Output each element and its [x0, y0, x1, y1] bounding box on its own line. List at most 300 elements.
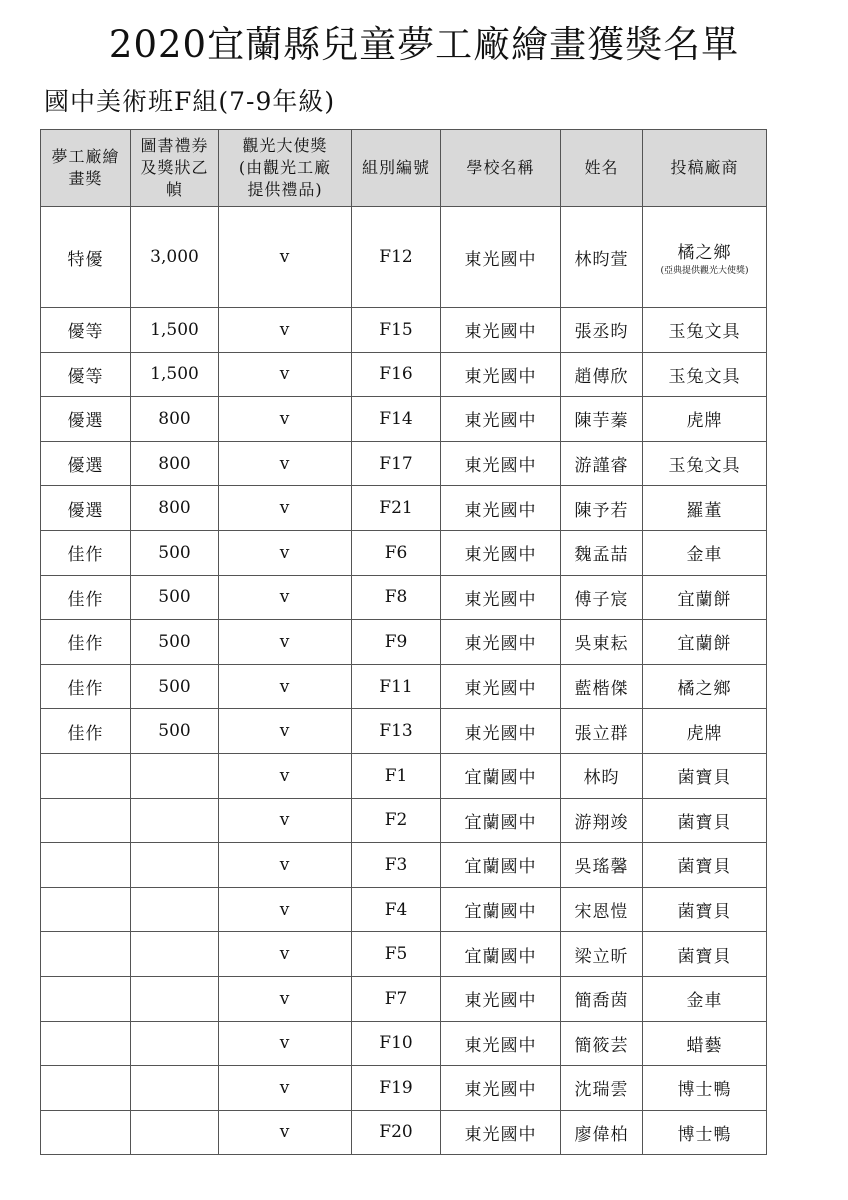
ambassador-mark-cell-text: v	[279, 364, 291, 385]
award-cell	[41, 932, 131, 977]
ambassador-mark-cell	[219, 352, 352, 397]
student-name-cell	[561, 709, 643, 754]
group-id-cell-text: F2	[384, 810, 408, 831]
header-vendor	[643, 130, 767, 207]
vendor-cell	[643, 575, 767, 620]
voucher-cell	[131, 709, 219, 754]
award-cell	[41, 709, 131, 754]
group-id-cell	[352, 575, 441, 620]
school-cell	[441, 308, 561, 353]
ambassador-mark-cell-text: v	[279, 676, 291, 697]
table-row	[41, 207, 767, 308]
school-cell	[441, 441, 561, 486]
group-id-cell-text: F14	[379, 408, 413, 429]
vendor-cell	[643, 932, 767, 977]
award-cell	[41, 352, 131, 397]
vendor-cell-text: 橘之鄉	[677, 679, 732, 700]
table-row	[41, 932, 767, 977]
student-name-cell-text: 沈瑞雲	[574, 1080, 629, 1101]
vendor-cell-text: 虎牌	[686, 411, 723, 432]
ambassador-mark-cell	[219, 1110, 352, 1155]
group-id-cell	[352, 798, 441, 843]
header-school	[441, 130, 561, 207]
vendor-cell-text: 羅董	[686, 500, 723, 521]
voucher-cell	[131, 308, 219, 353]
vendor-cell	[643, 308, 767, 353]
student-name-cell-text: 趙傳欣	[574, 366, 629, 387]
vendor-cell	[643, 887, 767, 932]
voucher-cell	[131, 932, 219, 977]
student-name-cell	[561, 352, 643, 397]
group-id-cell-text: F3	[384, 854, 408, 875]
ambassador-mark-cell-text: v	[279, 899, 291, 920]
student-name-cell-text: 張立群	[574, 723, 629, 744]
school-cell	[441, 1110, 561, 1155]
group-id-cell	[352, 352, 441, 397]
school-cell-text: 東光國中	[464, 589, 537, 610]
school-cell-text: 東光國中	[464, 1124, 537, 1145]
ambassador-mark-cell-text: v	[279, 631, 291, 652]
group-id-cell-text: F5	[384, 944, 408, 965]
ambassador-mark-cell	[219, 1066, 352, 1111]
vendor-cell	[643, 486, 767, 531]
vendor-cell	[643, 352, 767, 397]
ambassador-mark-cell	[219, 486, 352, 531]
school-cell	[441, 1066, 561, 1111]
group-id-cell-text: F17	[379, 453, 413, 474]
school-cell-text: 東光國中	[464, 322, 537, 343]
voucher-cell-text: 800	[158, 408, 191, 429]
school-cell-text: 東光國中	[464, 1080, 537, 1101]
award-cell-text: 佳作	[67, 723, 104, 744]
section-subtitle: 國中美術班F組(7-9年級)	[44, 87, 336, 116]
voucher-cell	[131, 620, 219, 665]
student-name-cell	[561, 441, 643, 486]
student-name-cell	[561, 308, 643, 353]
group-id-cell	[352, 709, 441, 754]
ambassador-mark-cell	[219, 575, 352, 620]
ambassador-mark-cell	[219, 976, 352, 1021]
award-cell	[41, 798, 131, 843]
school-cell	[441, 207, 561, 308]
school-cell-text: 宜蘭國中	[464, 768, 537, 789]
ambassador-mark-cell	[219, 397, 352, 442]
header-voucher-line: 幀	[165, 180, 183, 199]
vendor-cell	[643, 1021, 767, 1066]
ambassador-mark-cell-text: v	[279, 498, 291, 519]
voucher-cell	[131, 798, 219, 843]
award-cell-text: 特優	[67, 249, 104, 270]
vendor-cell-text: 宜蘭餅	[677, 634, 732, 655]
student-name-cell-text: 陳予若	[574, 500, 629, 521]
group-id-cell-text: F21	[379, 498, 413, 519]
school-cell	[441, 798, 561, 843]
voucher-cell-text: 1,500	[150, 364, 199, 385]
group-id-cell-text: F13	[379, 721, 413, 742]
table-row	[41, 575, 767, 620]
voucher-cell	[131, 486, 219, 531]
vendor-cell-text: 博士鴨	[677, 1080, 732, 1101]
award-cell	[41, 620, 131, 665]
voucher-cell	[131, 887, 219, 932]
vendor-cell	[643, 1110, 767, 1155]
award-cell-text: 優選	[67, 456, 104, 477]
school-cell	[441, 486, 561, 531]
group-id-cell	[352, 753, 441, 798]
school-cell	[441, 530, 561, 575]
award-cell	[41, 1066, 131, 1111]
student-name-cell-text: 廖偉柏	[574, 1124, 629, 1145]
ambassador-mark-cell	[219, 620, 352, 665]
vendor-cell-text: 橘之鄉	[677, 242, 732, 263]
ambassador-mark-cell-text: v	[279, 721, 291, 742]
award-cell	[41, 843, 131, 888]
voucher-cell-text: 800	[158, 498, 191, 519]
table-row	[41, 441, 767, 486]
voucher-cell	[131, 397, 219, 442]
vendor-cell	[643, 753, 767, 798]
table-header	[41, 130, 767, 207]
vendor-cell-text: 玉兔文具	[668, 366, 741, 387]
voucher-cell-text: 1,500	[150, 319, 199, 340]
header-ambassador-line: 提供禮品)	[247, 180, 323, 199]
voucher-cell-text: 500	[158, 542, 191, 563]
award-cell	[41, 753, 131, 798]
table-row	[41, 1066, 767, 1111]
award-cell-text: 佳作	[67, 589, 104, 610]
award-cell	[41, 575, 131, 620]
voucher-cell	[131, 441, 219, 486]
student-name-cell	[561, 1066, 643, 1111]
table-row	[41, 308, 767, 353]
table-row	[41, 709, 767, 754]
award-cell-text: 優選	[67, 500, 104, 521]
school-cell-text: 東光國中	[464, 411, 537, 432]
ambassador-mark-cell-text: v	[279, 453, 291, 474]
group-id-cell	[352, 1021, 441, 1066]
voucher-cell	[131, 1066, 219, 1111]
award-cell	[41, 441, 131, 486]
student-name-cell	[561, 887, 643, 932]
school-cell-text: 宜蘭國中	[464, 946, 537, 967]
student-name-cell-text: 梁立昕	[574, 946, 629, 967]
group-id-cell	[352, 1110, 441, 1155]
ambassador-mark-cell-text: v	[279, 810, 291, 831]
school-cell	[441, 976, 561, 1021]
group-id-cell	[352, 620, 441, 665]
vendor-cell-text: 菌寶貝	[677, 902, 732, 923]
voucher-cell-text: 500	[158, 631, 191, 652]
ambassador-mark-cell	[219, 932, 352, 977]
award-cell	[41, 1021, 131, 1066]
student-name-cell-text: 林昀萱	[574, 249, 629, 270]
ambassador-mark-cell-text: v	[279, 319, 291, 340]
student-name-cell-text: 吳東耘	[574, 634, 629, 655]
vendor-cell-text: 蜡藝	[686, 1035, 723, 1056]
school-cell-text: 東光國中	[464, 634, 537, 655]
ambassador-mark-cell-text: v	[279, 1077, 291, 1098]
vendor-cell	[643, 709, 767, 754]
vendor-cell	[643, 207, 767, 308]
vendor-note: (亞典提供觀光大使獎)	[660, 265, 749, 276]
award-cell-text: 優等	[67, 366, 104, 387]
group-id-cell	[352, 843, 441, 888]
award-cell	[41, 976, 131, 1021]
award-cell	[41, 887, 131, 932]
award-cell	[41, 308, 131, 353]
voucher-cell-text: 500	[158, 587, 191, 608]
school-cell-text: 東光國中	[464, 366, 537, 387]
voucher-cell	[131, 1021, 219, 1066]
ambassador-mark-cell-text: v	[279, 765, 291, 786]
group-id-cell-text: F4	[384, 899, 408, 920]
ambassador-mark-cell-text: v	[279, 944, 291, 965]
student-name-cell-text: 傅子宸	[574, 589, 629, 610]
group-id-cell	[352, 530, 441, 575]
student-name-cell	[561, 976, 643, 1021]
group-id-cell	[352, 486, 441, 531]
award-cell-text: 優選	[67, 411, 104, 432]
ambassador-mark-cell-text: v	[279, 1122, 291, 1143]
school-cell-text: 東光國中	[464, 1035, 537, 1056]
group-id-cell-text: F16	[379, 364, 413, 385]
student-name-cell-text: 簡喬茵	[574, 991, 629, 1012]
student-name-cell-text: 簡筱芸	[574, 1035, 629, 1056]
student-name-cell	[561, 1021, 643, 1066]
group-id-cell-text: F12	[379, 247, 413, 267]
group-id-cell	[352, 308, 441, 353]
school-cell	[441, 352, 561, 397]
voucher-cell	[131, 207, 219, 308]
student-name-cell-text: 張丞昀	[574, 322, 629, 343]
student-name-cell	[561, 530, 643, 575]
table-body	[41, 207, 767, 1155]
header-group-id	[352, 130, 441, 207]
school-cell-text: 東光國中	[464, 723, 537, 744]
award-table	[40, 129, 767, 1155]
school-cell-text: 東光國中	[464, 249, 537, 270]
voucher-cell	[131, 976, 219, 1021]
header-ambassador	[219, 130, 352, 207]
group-id-cell-text: F11	[379, 676, 413, 697]
vendor-cell	[643, 976, 767, 1021]
vendor-cell-text: 博士鴨	[677, 1124, 732, 1145]
ambassador-mark-cell	[219, 753, 352, 798]
header-voucher-line: 圖書禮券	[140, 136, 209, 155]
student-name-cell	[561, 486, 643, 531]
page-title: 2020宜蘭縣兒童夢工廠繪畫獲獎名單	[108, 23, 740, 66]
group-id-cell	[352, 932, 441, 977]
vendor-cell	[643, 441, 767, 486]
table-row	[41, 798, 767, 843]
table-row	[41, 1110, 767, 1155]
group-id-cell-text: F7	[384, 988, 408, 1009]
student-name-cell	[561, 1110, 643, 1155]
school-cell-text: 東光國中	[464, 500, 537, 521]
school-cell	[441, 664, 561, 709]
header-award-line: 夢工廠繪	[51, 147, 120, 166]
school-cell	[441, 709, 561, 754]
ambassador-mark-cell	[219, 887, 352, 932]
group-id-cell	[352, 976, 441, 1021]
group-id-cell	[352, 1066, 441, 1111]
table-row	[41, 976, 767, 1021]
student-name-cell	[561, 664, 643, 709]
vendor-cell-text: 金車	[686, 545, 723, 566]
group-id-cell-text: F10	[379, 1033, 413, 1054]
school-cell-text: 宜蘭國中	[464, 902, 537, 923]
award-cell	[41, 1110, 131, 1155]
table-row	[41, 887, 767, 932]
ambassador-mark-cell	[219, 843, 352, 888]
vendor-cell	[643, 664, 767, 709]
student-name-cell-text: 藍楷傑	[574, 679, 629, 700]
student-name-cell	[561, 753, 643, 798]
ambassador-mark-cell-text: v	[279, 587, 291, 608]
table-row	[41, 352, 767, 397]
voucher-cell	[131, 575, 219, 620]
school-cell-text: 東光國中	[464, 545, 537, 566]
ambassador-mark-cell-text: v	[279, 247, 291, 267]
vendor-cell-text: 菌寶貝	[677, 857, 732, 878]
voucher-cell-text: 500	[158, 676, 191, 697]
vendor-cell-text: 菌寶貝	[677, 946, 732, 967]
header-award-line: 畫獎	[68, 169, 103, 188]
school-cell	[441, 843, 561, 888]
school-cell	[441, 753, 561, 798]
ambassador-mark-cell	[219, 308, 352, 353]
header-ambassador-line: 觀光大使獎	[242, 136, 328, 155]
school-cell	[441, 575, 561, 620]
group-id-cell-text: F1	[384, 765, 408, 786]
student-name-cell	[561, 798, 643, 843]
header-voucher	[131, 130, 219, 207]
vendor-cell-text: 菌寶貝	[677, 768, 732, 789]
vendor-cell-text: 宜蘭餅	[677, 589, 732, 610]
award-cell	[41, 207, 131, 308]
school-cell	[441, 397, 561, 442]
ambassador-mark-cell	[219, 207, 352, 308]
voucher-cell	[131, 352, 219, 397]
header-school-line: 學校名稱	[466, 158, 535, 177]
table-row	[41, 397, 767, 442]
header-award	[41, 130, 131, 207]
vendor-cell-text: 玉兔文具	[668, 322, 741, 343]
group-id-cell	[352, 207, 441, 308]
student-name-cell	[561, 620, 643, 665]
vendor-cell	[643, 397, 767, 442]
school-cell	[441, 1021, 561, 1066]
group-id-cell	[352, 397, 441, 442]
vendor-cell	[643, 798, 767, 843]
group-id-cell-text: F8	[384, 587, 408, 608]
award-cell	[41, 664, 131, 709]
student-name-cell-text: 吳瑤馨	[574, 857, 629, 878]
vendor-cell	[643, 1066, 767, 1111]
header-group-id-line: 組別編號	[361, 158, 430, 177]
table-row	[41, 664, 767, 709]
ambassador-mark-cell	[219, 530, 352, 575]
group-id-cell-text: F19	[379, 1077, 413, 1098]
voucher-cell	[131, 1110, 219, 1155]
voucher-cell	[131, 664, 219, 709]
student-name-cell-text: 游謹睿	[574, 456, 629, 477]
table-row	[41, 530, 767, 575]
group-id-cell	[352, 664, 441, 709]
header-name	[561, 130, 643, 207]
student-name-cell	[561, 843, 643, 888]
ambassador-mark-cell	[219, 441, 352, 486]
student-name-cell	[561, 207, 643, 308]
award-cell-text: 佳作	[67, 634, 104, 655]
header-ambassador-line: (由觀光工廠	[238, 158, 332, 177]
school-cell-text: 東光國中	[464, 679, 537, 700]
vendor-cell	[643, 843, 767, 888]
header-row	[41, 130, 767, 207]
group-id-cell-text: F15	[379, 319, 413, 340]
header-name-line: 姓名	[584, 158, 619, 177]
group-id-cell	[352, 441, 441, 486]
school-cell	[441, 932, 561, 977]
school-cell-text: 宜蘭國中	[464, 812, 537, 833]
student-name-cell-text: 魏孟喆	[574, 545, 629, 566]
voucher-cell-text: 800	[158, 453, 191, 474]
table-row	[41, 486, 767, 531]
voucher-cell	[131, 753, 219, 798]
student-name-cell-text: 宋恩愷	[574, 902, 629, 923]
ambassador-mark-cell-text: v	[279, 408, 291, 429]
ambassador-mark-cell-text: v	[279, 1033, 291, 1054]
student-name-cell	[561, 932, 643, 977]
vendor-cell	[643, 530, 767, 575]
award-cell-text: 優等	[67, 322, 104, 343]
vendor-cell-text: 玉兔文具	[668, 456, 741, 477]
group-id-cell-text: F20	[379, 1122, 413, 1143]
school-cell	[441, 620, 561, 665]
group-id-cell	[352, 887, 441, 932]
ambassador-mark-cell-text: v	[279, 988, 291, 1009]
ambassador-mark-cell	[219, 798, 352, 843]
ambassador-mark-cell-text: v	[279, 542, 291, 563]
group-id-cell-text: F9	[384, 631, 408, 652]
voucher-cell	[131, 843, 219, 888]
student-name-cell	[561, 575, 643, 620]
award-cell	[41, 397, 131, 442]
header-vendor-line: 投稿廠商	[670, 158, 739, 177]
student-name-cell	[561, 397, 643, 442]
award-cell	[41, 530, 131, 575]
school-cell-text: 東光國中	[464, 456, 537, 477]
award-cell	[41, 486, 131, 531]
ambassador-mark-cell	[219, 664, 352, 709]
table-row	[41, 753, 767, 798]
school-cell-text: 宜蘭國中	[464, 857, 537, 878]
school-cell	[441, 887, 561, 932]
vendor-cell-text: 菌寶貝	[677, 812, 732, 833]
table-row	[41, 620, 767, 665]
voucher-cell-text: 500	[158, 721, 191, 742]
school-cell-text: 東光國中	[464, 991, 537, 1012]
ambassador-mark-cell	[219, 709, 352, 754]
group-id-cell-text: F6	[384, 542, 408, 563]
table-row	[41, 843, 767, 888]
vendor-cell	[643, 620, 767, 665]
award-cell-text: 佳作	[67, 545, 104, 566]
ambassador-mark-cell-text: v	[279, 854, 291, 875]
voucher-cell	[131, 530, 219, 575]
vendor-cell-text: 金車	[686, 991, 723, 1012]
student-name-cell-text: 游翔竣	[574, 812, 629, 833]
